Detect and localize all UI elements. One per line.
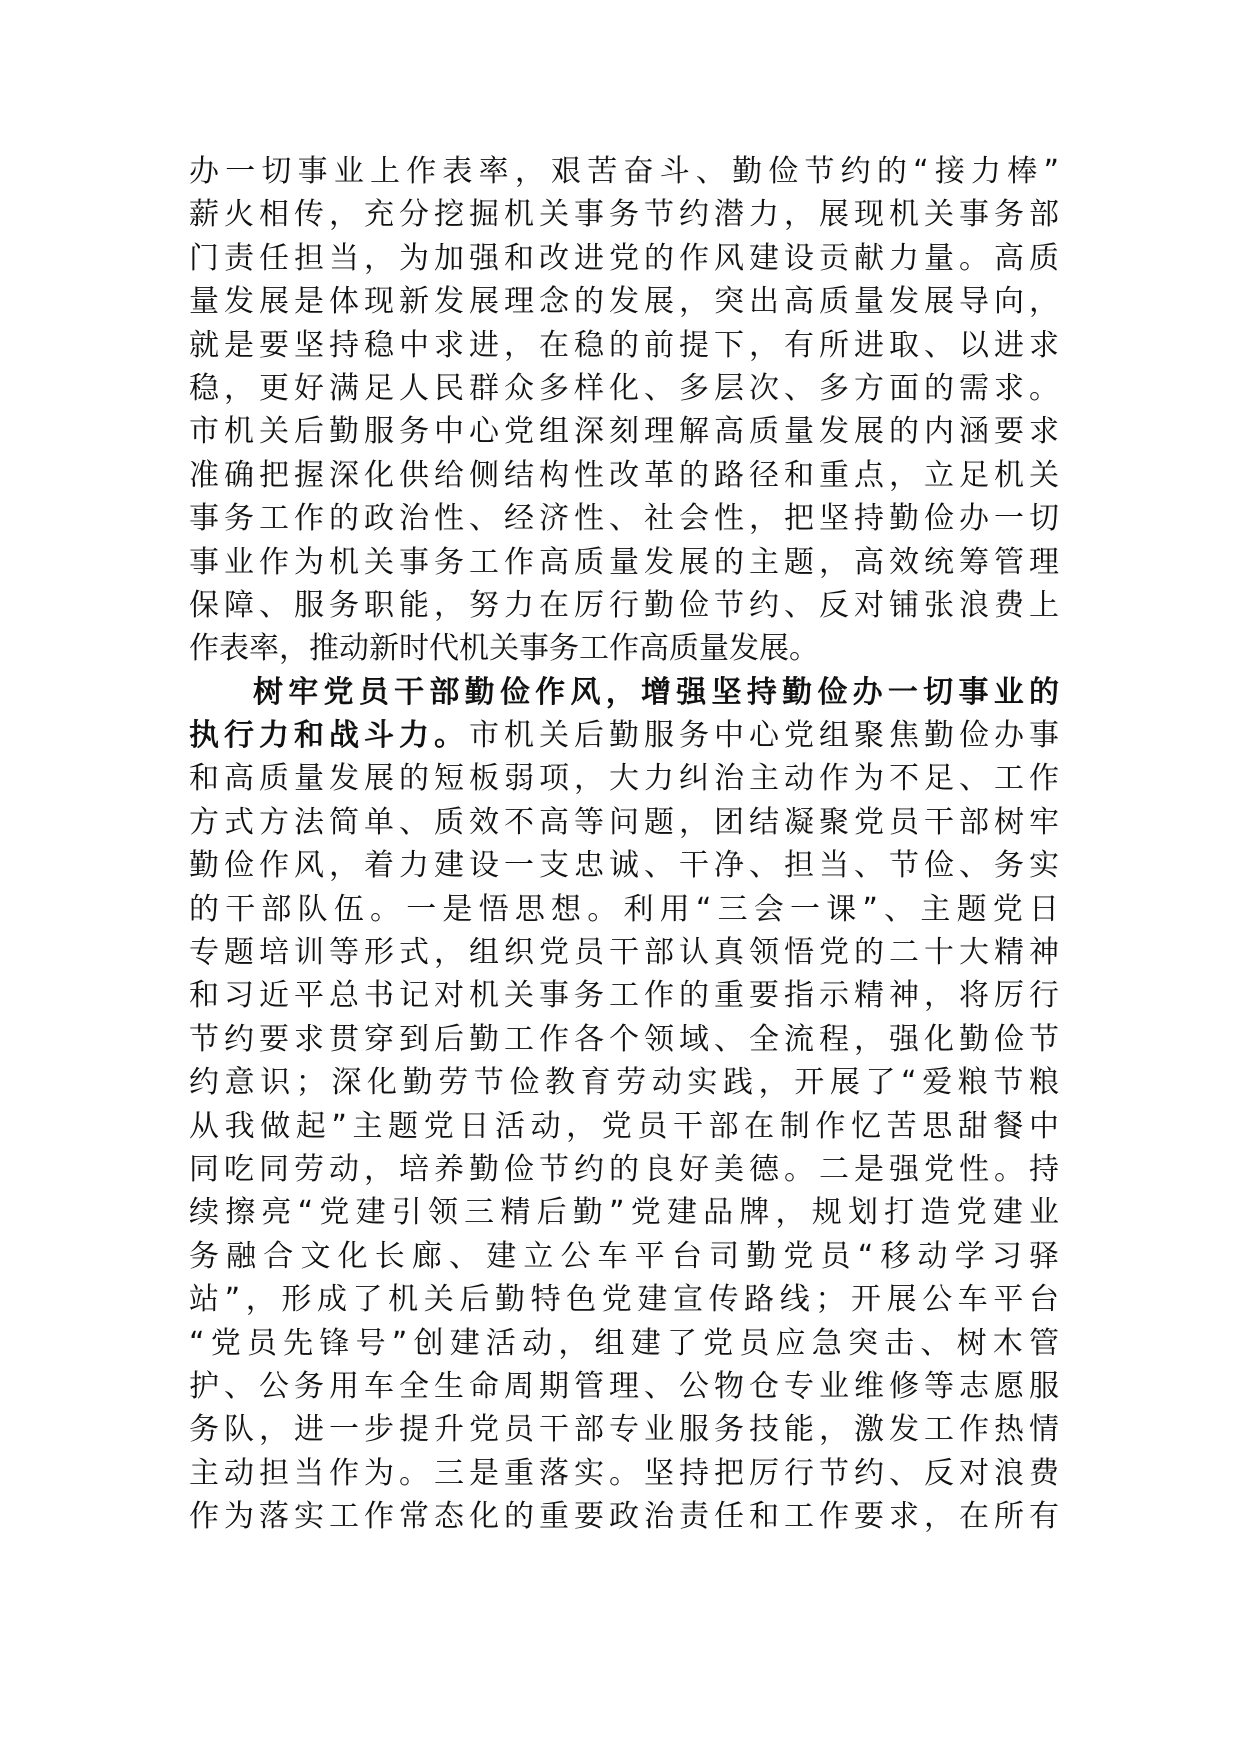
text-line: 稳，更好满足人民群众多样化、多层次、多方面的需求。 [189,370,1059,406]
text-line: 的干部队伍。一是悟思想。利用“三会一课”、主题党日 [189,891,1059,927]
section-heading-line-2 [189,714,1059,757]
text-line: 办一切事业上作表率，艰苦奋斗、勤俭节约的“接力棒” [189,154,1059,189]
text-line: 专题培训等形式，组织党员干部认真领悟党的二十大精神 [189,935,1059,971]
text-line: 量发展是体现新发展理念的发展，突出高质量发展导向， [189,284,1059,320]
text-line: 市机关后勤服务中心党组深刻理解高质量发展的内涵要求 [189,414,1059,450]
text-line: 事业作为机关事务工作高质量发展的主题，高效统筹管理 [189,544,1059,580]
text-line: 作为落实工作常态化的重要政治责任和工作要求，在所有 [189,1499,1059,1535]
text-line: 务队，进一步提升党员干部专业服务技能，激发工作热情 [189,1412,1059,1448]
body-text [189,150,1059,1539]
text-line: 准确把握深化供给侧结构性改革的路径和重点，立足机关 [189,457,1059,493]
text-line: 事务工作的政治性、经济性、社会性，把坚持勤俭办一切 [189,501,1059,537]
text-line: 从我做起”主题党日活动，党员干部在制作忆苦思甜餐中 [189,1108,1059,1144]
text-line: 主动担当作为。三是重落实。坚持把厉行节约、反对浪费 [189,1455,1059,1491]
text-span: 市机关后勤服务中心党组聚焦勤俭办事 [469,718,1059,754]
text-line: “党员先锋号”创建活动，组建了党员应急突击、树木管 [189,1325,1059,1361]
text-line: 和高质量发展的短板弱项，大力纠治主动作为不足、工作 [189,761,1059,797]
text-line: 约意识；深化勤劳节俭教育劳动实践，开展了“爱粮节粮 [189,1065,1059,1101]
text-line: 续擦亮“党建引领三精后勤”党建品牌，规划打造党建业 [189,1195,1059,1231]
section-heading-end: 执行力和战斗力。 [189,718,469,754]
text-line: 务融合文化长廊、建立公车平台司勤党员“移动学习驿 [189,1238,1059,1274]
text-line: 方式方法简单、质效不高等问题，团结凝聚党员干部树牢 [189,804,1059,840]
text-line: 保障、服务职能，努力在厉行勤俭节约、反对铺张浪费上 [189,587,1059,623]
section-heading: 树牢党员干部勤俭作风，增强坚持勤俭办一切事业的 [253,674,1059,710]
text-line: 门责任担当，为加强和改进党的作风建设贡献力量。高质 [189,240,1059,276]
text-line: 和习近平总书记对机关事务工作的重要指示精神，将厉行 [189,978,1059,1014]
text-line: 护、公务用车全生命周期管理、公物仓专业维修等志愿服 [189,1368,1059,1404]
text-line: 作表率，推动新时代机关事务工作高质量发展。 [189,631,819,667]
text-line: 节约要求贯穿到后勤工作各个领域、全流程，强化勤俭节 [189,1021,1059,1057]
text-line: 同吃同劳动，培养勤俭节约的良好美德。二是强党性。持 [189,1151,1059,1187]
text-line: 薪火相传，充分挖掘机关事务节约潜力，展现机关事务部 [189,197,1059,233]
text-line: 就是要坚持稳中求进，在稳的前提下，有所进取、以进求 [189,327,1059,363]
text-line: 站”，形成了机关后勤特色党建宣传路线；开展公车平台 [189,1282,1059,1318]
text-line: 勤俭作风，着力建设一支忠诚、干净、担当、节俭、务实 [189,848,1059,884]
